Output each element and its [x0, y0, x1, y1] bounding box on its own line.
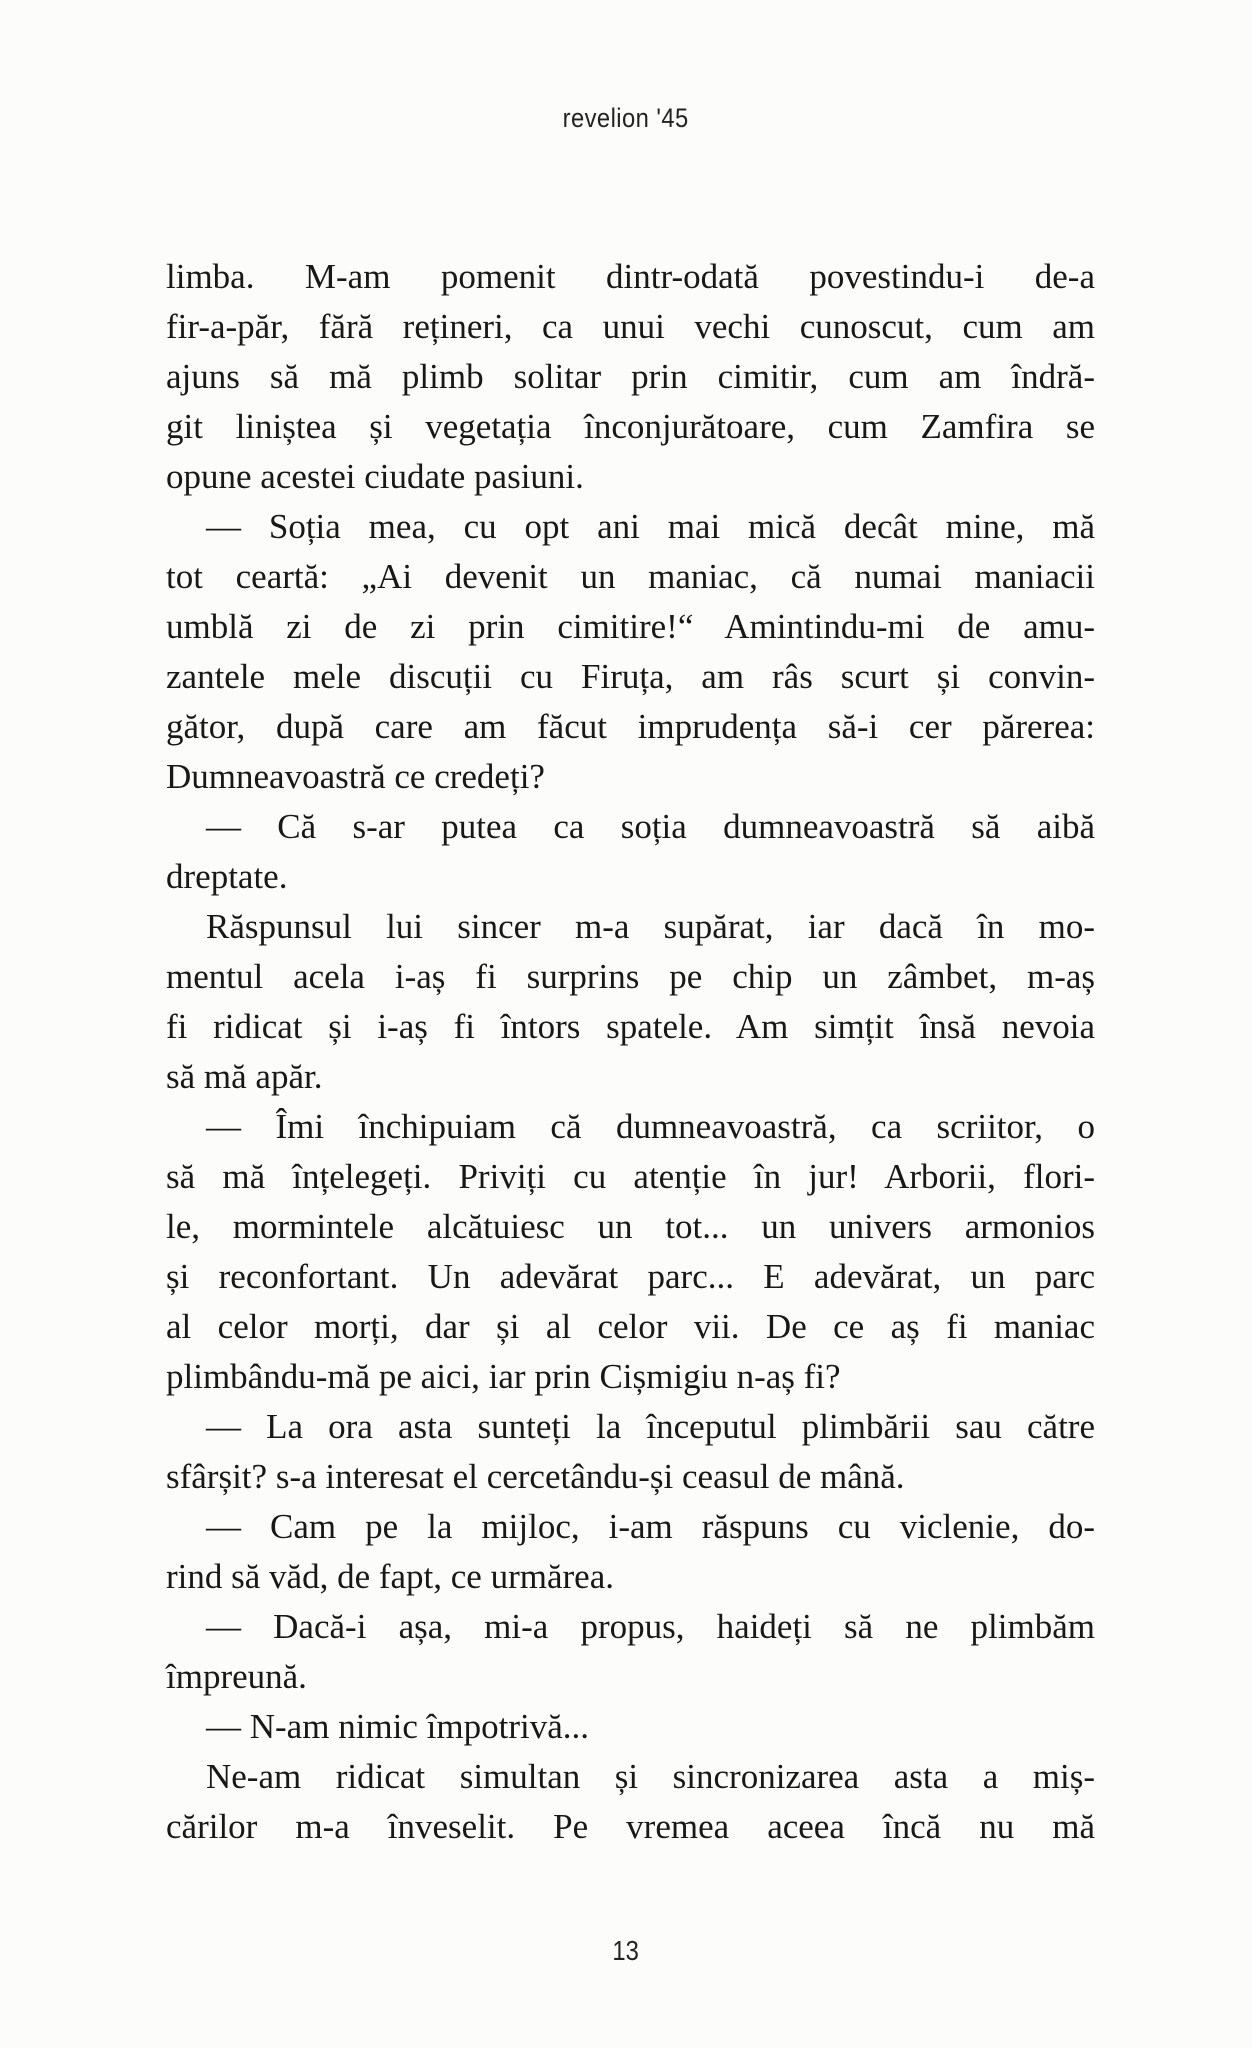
text-line: sfârșit? s-a interesat el cercetându-și ceasul de mână.: [166, 1457, 905, 1496]
text-line: al celor morți, dar și al celor vii. De ce aș fi maniac: [166, 1307, 1095, 1346]
body-text: [166, 252, 1095, 1852]
page-number: [0, 1934, 1252, 1968]
text-line: să mă înțelegeți. Priviți cu atenție în jur! Arborii, flori-: [166, 1157, 1095, 1196]
text-line: opune acestei ciudate pasiuni.: [166, 457, 584, 496]
text-line: tot ceartă: „Ai devenit un maniac, că numai maniacii: [166, 557, 1095, 596]
text-line: gător, după care am făcut imprudența să-i cer părerea:: [166, 707, 1095, 746]
text-line: limba. M-am pomenit dintr-odată povestindu-i de-a: [166, 257, 1095, 296]
text-line: — Îmi închipuiam că dumneavoastră, ca scriitor, o: [206, 1107, 1095, 1146]
text-line: Ne-am ridicat simultan și sincronizarea asta a miș-: [206, 1757, 1095, 1796]
text-line: — Cam pe la mijloc, i-am răspuns cu viclenie, do-: [206, 1507, 1095, 1546]
text-line: plimbându-mă pe aici, iar prin Cișmigiu n-aș fi?: [166, 1357, 841, 1396]
text-line: mentul acela i-aș fi surprins pe chip un zâmbet, m-aș: [166, 957, 1095, 996]
text-line: împreună.: [166, 1657, 307, 1696]
text-line: și reconfortant. Un adevărat parc... E adevărat, un parc: [166, 1257, 1095, 1296]
page-number-value: 13: [612, 1935, 640, 1966]
text-line: să mă apăr.: [166, 1057, 323, 1096]
text-line: ajuns să mă plimb solitar prin cimitir, cum am îndră-: [166, 357, 1095, 396]
text-line: umblă zi de zi prin cimitire!“ Amintindu-mi de amu-: [166, 607, 1095, 646]
text-line: — Soția mea, cu opt ani mai mică decât mine, mă: [206, 507, 1095, 546]
text-line: fir-a-păr, fără rețineri, ca unui vechi cunoscut, cum am: [166, 307, 1095, 346]
text-line: — Dacă-i așa, mi-a propus, haideți să ne plimbăm: [206, 1607, 1095, 1646]
text-line: fi ridicat și i-aș fi întors spatele. Am simțit însă nevoia: [166, 1007, 1095, 1046]
text-line: — Că s-ar putea ca soția dumneavoastră să aibă: [206, 807, 1095, 846]
text-line: — La ora asta sunteți la începutul plimbării sau către: [206, 1407, 1095, 1446]
text-line: Dumneavoastră ce credeți?: [166, 757, 545, 796]
running-header: [0, 102, 1252, 134]
text-line: Răspunsul lui sincer m-a supărat, iar dacă în mo-: [206, 907, 1095, 946]
text-line: le, mormintele alcătuiesc un tot... un univers armonios: [166, 1207, 1095, 1246]
text-line: cărilor m-a înveselit. Pe vremea aceea încă nu mă: [166, 1807, 1095, 1846]
text-line: dreptate.: [166, 857, 288, 896]
text-line: — N-am nimic împotrivă...: [206, 1707, 589, 1746]
text-line: git liniștea și vegetația înconjurătoare, cum Zamfira se: [166, 407, 1095, 446]
running-header-title: revelion '45: [562, 103, 690, 133]
text-line: zantele mele discuții cu Firuța, am râs scurt și convin-: [166, 657, 1095, 696]
text-line: rind să văd, de fapt, ce urmărea.: [166, 1557, 614, 1596]
